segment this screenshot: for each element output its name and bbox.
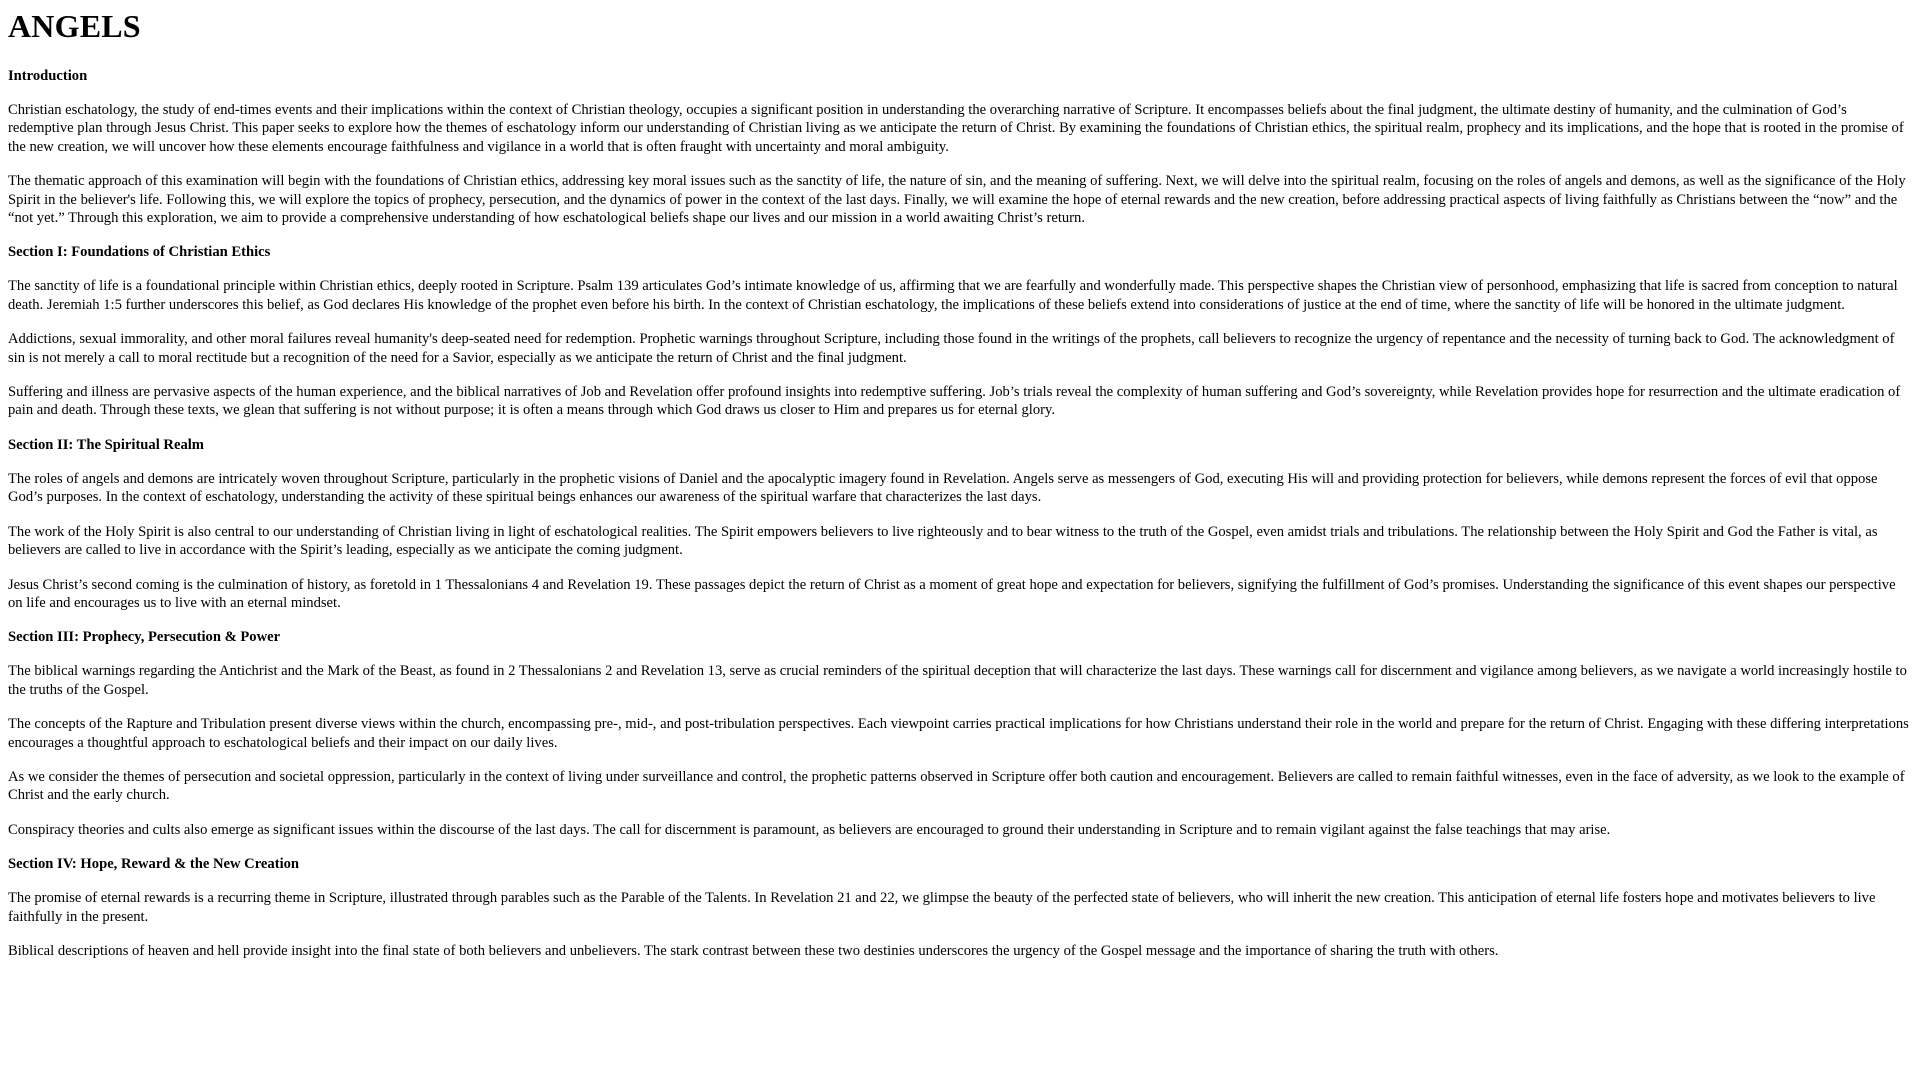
paragraph: Biblical descriptions of heaven and hell provide insight into the final state of both believers and unbelievers. The stark contrast between these two destinies underscores the urgency of the Gospel message and the importance of sharing the truth with others. bbox=[8, 942, 1499, 959]
paragraph: Suffering and illness are pervasive aspects of the human experience, and the biblical narratives of Job and Revelation offer profound insights into redemptive suffering. Job’s trials reveal the complexity of human suffering and God’s sovereignty, while Revelation provides hope for resurrection and the ultimate eradication of pain and death. Through these texts, we glean that suffering is not without purpose; it is often a means through which God draws us closer to Him and prepares us for eternal glory. bbox=[8, 384, 1901, 419]
section-heading: Section I: Foundations of Christian Ethics bbox=[8, 244, 271, 261]
section-heading: Section III: Prophecy, Persecution & Power bbox=[8, 629, 281, 646]
section-heading: Section II: The Spiritual Realm bbox=[8, 436, 204, 453]
section-heading: Introduction bbox=[8, 68, 88, 84]
document-page bbox=[8, 0, 1912, 960]
paragraph: The roles of angels and demons are intricately woven throughout Scripture, particularly in the prophetic visions of Daniel and the apocalyptic imagery found in Revelation. Angels serve as messengers of God, executing His will and providing protection for believers, while demons represent the forces of evil that oppose God’s purposes. In the context of eschatology, understanding the activity of these spiritual beings enhances our awareness of the spiritual warfare that characterizes the last days. bbox=[8, 470, 1878, 506]
section-spiritual-realm bbox=[8, 436, 1912, 628]
paragraph: As we consider the themes of persecution and societal oppression, particularly in the context of living under surveillance and control, the prophetic patterns observed in Scripture offer both caution and encouragement. Believers are called to remain faithful witnesses, even in the face of adversity, as we look to the example of Christ and the early church. bbox=[8, 768, 1905, 804]
paragraph: Christian eschatology, the study of end-times events and their implications within the context of Christian theology, occupies a significant position in understanding the overarching narrative of Scripture. It encompasses beliefs about the final judgment, the ultimate destiny of humanity, and the culmination of God’s redemptive plan through Jesus Christ. This paper seeks to explore how the themes of eschatology inform our understanding of Christian living as we anticipate the return of Christ. By examining the foundations of Christian ethics, the spiritual realm, prophecy and its implications, and the hope that is rooted in the promise of the new creation, we will uncover how these elements encourage faithfulness and vigilance in a world that is often fraught with uncertainty and moral ambiguity. bbox=[8, 102, 1904, 155]
paragraph: Addictions, sexual immorality, and other moral failures reveal humanity's deep-seated need for redemption. Prophetic warnings throughout Scripture, including those found in the writings of the prophets, call believers to recognize the urgency of repentance and the necessity of turning back to God. The acknowledgment of sin is not merely a call to moral rectitude but a recognition of the need for a Savior, especially as we anticipate the return of Christ and the final judgment. bbox=[8, 331, 1895, 366]
paragraph: The sanctity of life is a foundational principle within Christian ethics, deeply rooted in Scripture. Psalm 139 articulates God’s intimate knowledge of us, affirming that we are fearfully and wonderfully made. This perspective shapes the Christian view of personhood, emphasizing that life is sacred from conception to natural death. Jeremiah 1:5 further underscores this belief, as God declares His knowledge of the prophet even before his birth. In the context of Christian eschatology, the implications of these beliefs extend into considerations of justice at the end of time, where the sanctity of life will be honored in the ultimate judgment. bbox=[8, 278, 1898, 313]
section-hope bbox=[8, 855, 1912, 960]
section-prophecy bbox=[8, 628, 1912, 855]
paragraph: The concepts of the Rapture and Tribulation present diverse views within the church, encompassing pre-, mid-, and post-tribulation perspectives. Each viewpoint carries practical implications for how Christians understand their role in the world and prepare for the return of Christ. Engaging with these differing interpretations encourages a thoughtful approach to eschatological beliefs and their impact on our daily lives. bbox=[8, 716, 1909, 751]
paragraph: Conspiracy theories and cults also emerge as significant issues within the discourse of the last days. The call for discernment is paramount, as believers are encouraged to ground their understanding in Scripture and to remain vigilant against the false teachings that may arise. bbox=[8, 821, 1611, 838]
section-introduction bbox=[8, 67, 1912, 243]
paragraph: Jesus Christ’s second coming is the culmination of history, as foretold in 1 Thessalonians 4 and Revelation 19. These passages depict the return of Christ as a moment of great hope and expectation for believers, signifying the fulfillment of God’s promises. Understanding the significance of this event shapes our perspective on life and encourages us to live with an eternal mindset. bbox=[8, 576, 1896, 611]
section-heading: Section IV: Hope, Reward & the New Creation bbox=[8, 856, 300, 873]
paragraph: The promise of eternal rewards is a recurring theme in Scripture, illustrated through parables such as the Parable of the Talents. In Revelation 21 and 22, we glimpse the beauty of the perfected state of believers, who will inherit the new creation. This anticipation of eternal life fosters hope and motivates believers to live faithfully in the present. bbox=[8, 890, 1876, 925]
paragraph: The work of the Holy Spirit is also central to our understanding of Christian living in light of eschatological realities. The Spirit empowers believers to live righteously and to bear witness to the truth of the Gospel, even amidst trials and tribulations. The relationship between the Holy Spirit and God the Father is vital, as believers are called to live in accordance with the Spirit’s leading, especially as we anticipate the coming judgment. bbox=[8, 523, 1878, 559]
paragraph: The biblical warnings regarding the Antichrist and the Mark of the Beast, as found in 2 Thessalonians 2 and Revelation 13, serve as crucial reminders of the spiritual deception that will characterize the last days. These warnings call for discernment and vigilance among believers, as we navigate a world increasingly hostile to the truths of the Gospel. bbox=[8, 663, 1907, 698]
paragraph: The thematic approach of this examination will begin with the foundations of Christian ethics, addressing key moral issues such as the sanctity of life, the nature of sin, and the meaning of suffering. Next, we will delve into the spiritual realm, focusing on the roles of angels and demons, as well as the significance of the Holy Spirit in the believer's life. Following this, we will explore the topics of prophecy, persecution, and the dynamics of power in the context of the last days. Finally, we will examine the hope of eternal rewards and the new creation, before addressing practical aspects of living faithfully as Christians between the “now” and the “not yet.” Through this exploration, we aim to provide a comprehensive understanding of how eschatological beliefs shape our lives and our mission in a world awaiting Christ’s return. bbox=[8, 173, 1906, 227]
section-foundations bbox=[8, 243, 1912, 435]
page-title: ANGELS bbox=[8, 8, 141, 44]
